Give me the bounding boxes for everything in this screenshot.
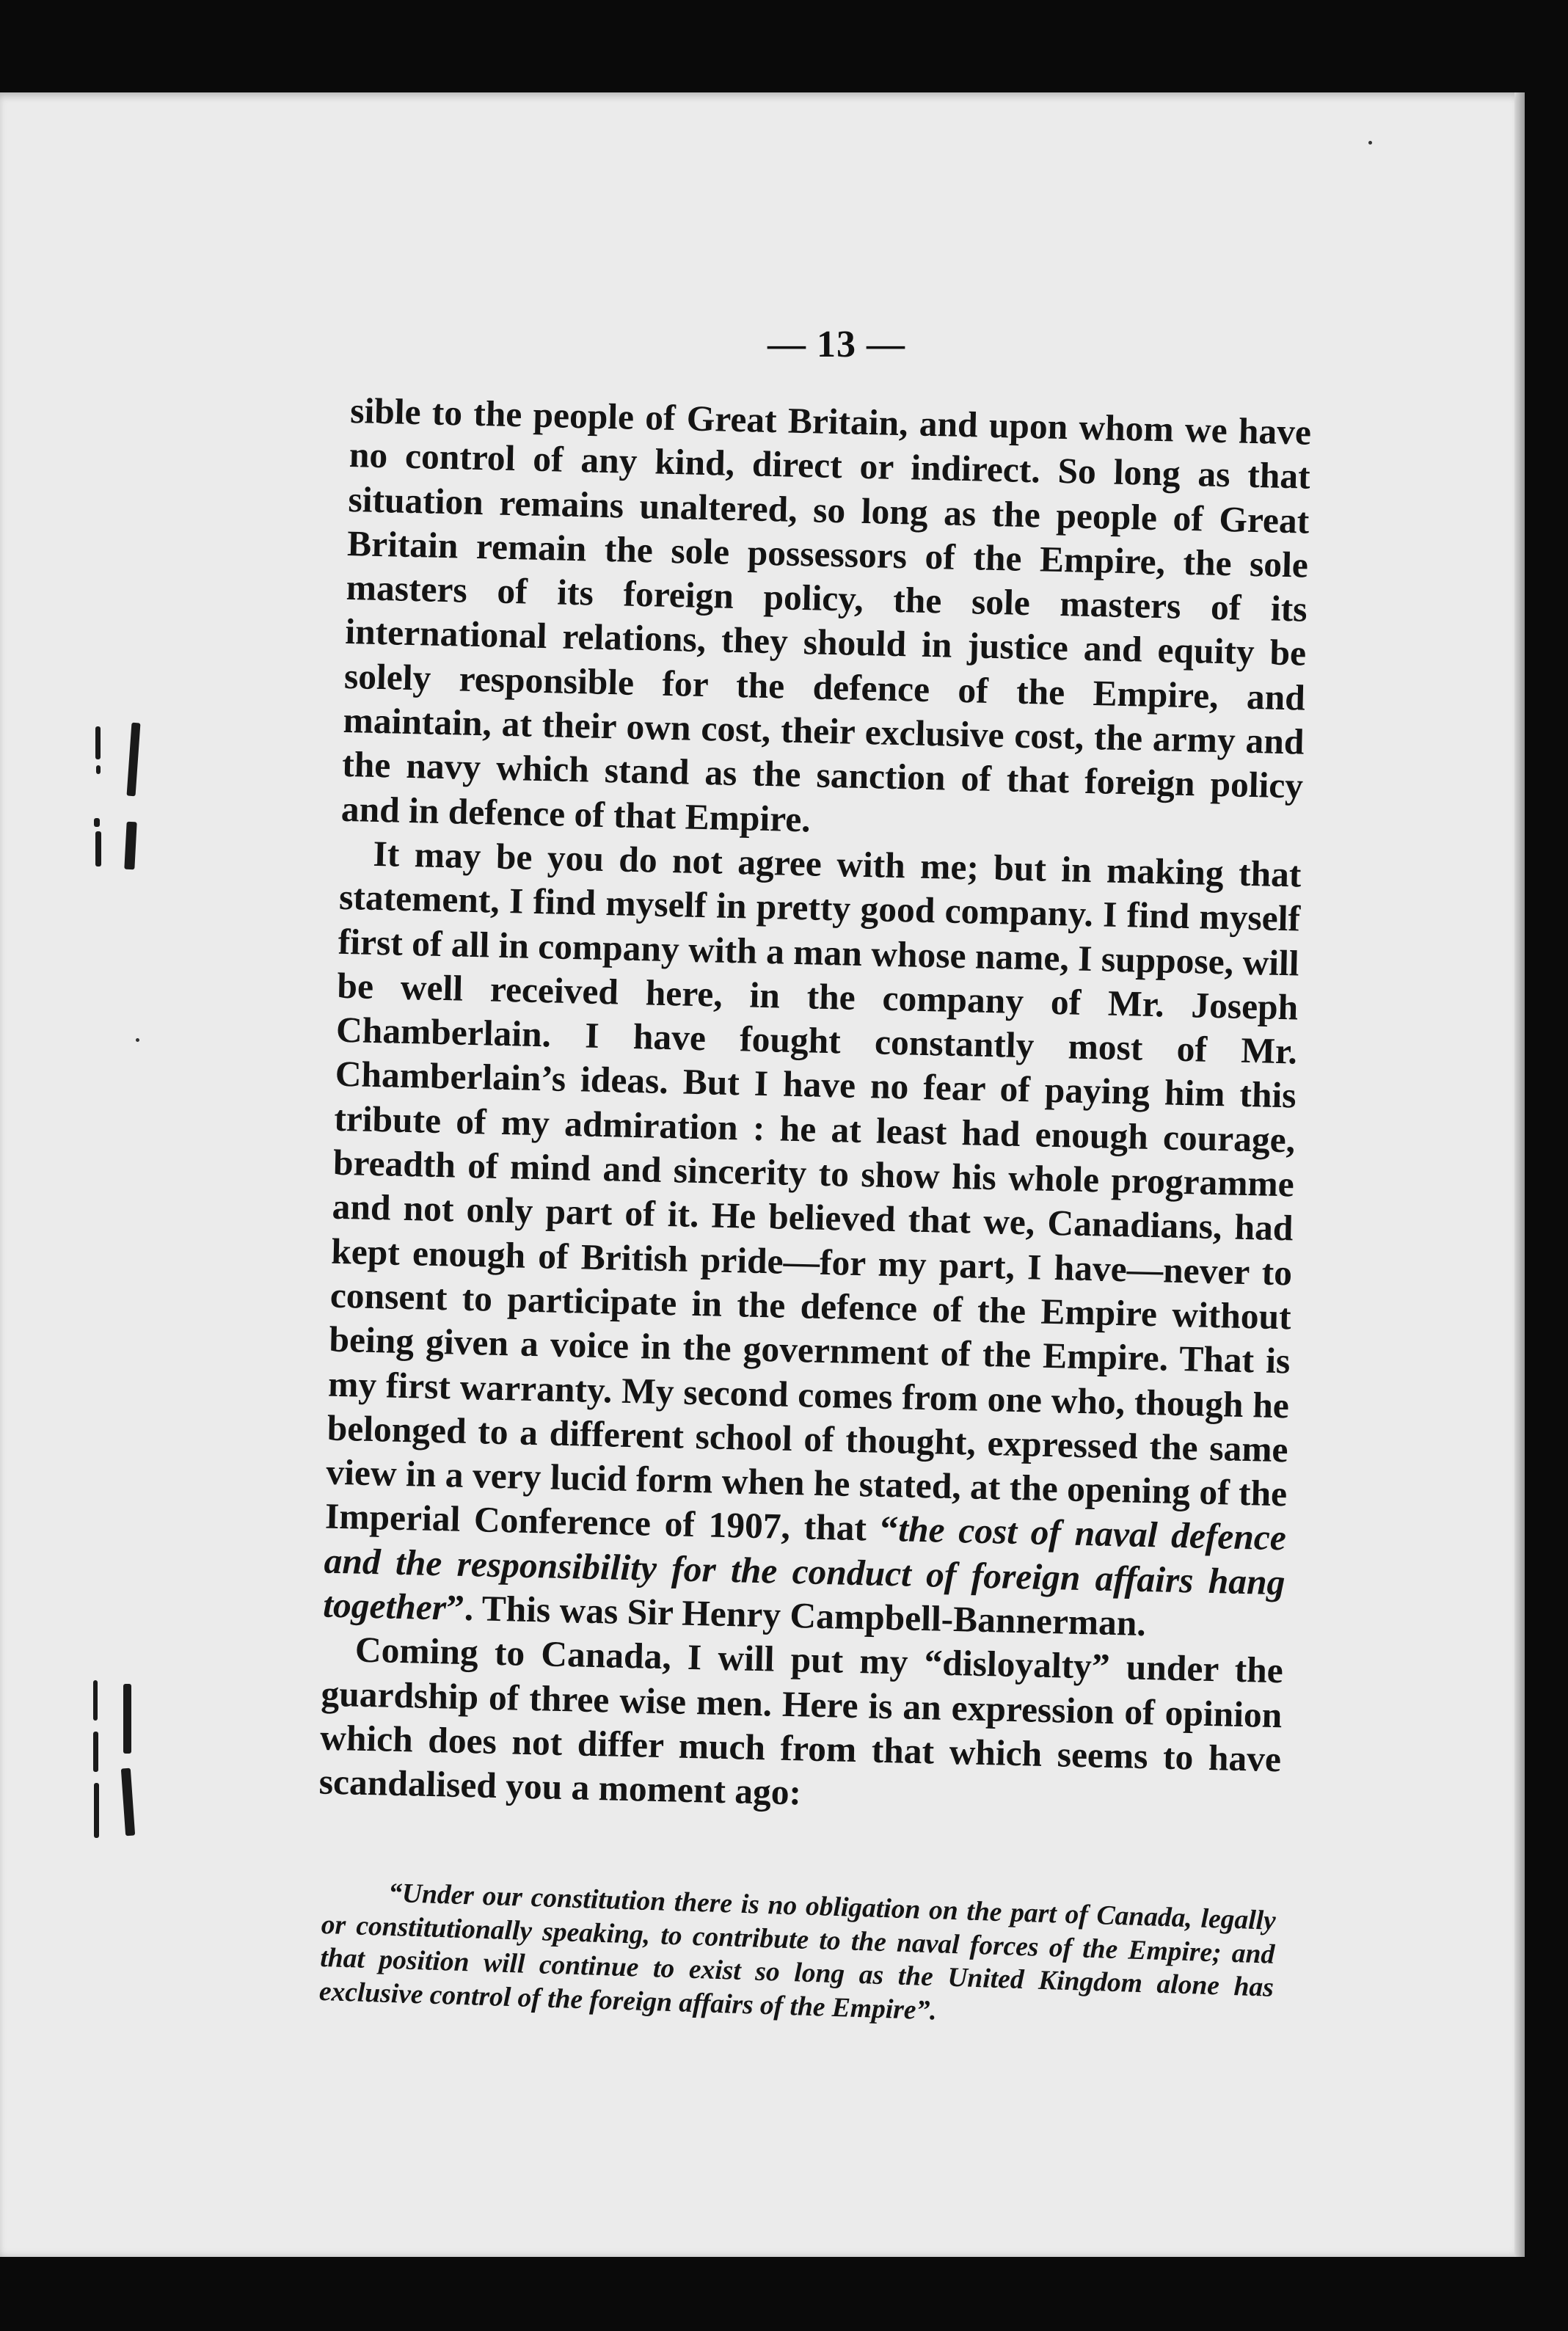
margin-binding-mark <box>95 726 101 759</box>
margin-binding-mark <box>94 1783 99 1838</box>
scan-speck <box>1368 141 1372 145</box>
body-text-run: Coming to Canada, I will put my “disloyalty” under the guardship of three wise men. Here is an expression of opinion which does not differ much from that which seems to have scandalised you a moment ago: <box>318 1629 1284 1813</box>
body-text-run: sible to the people of Great Britain, and upon whom we have no control of any kind, direct or indirect. So long as that situation remains unaltered, so long as the people of Great Britain remain the sole possessors of the Empire, the sole masters of its foreign policy, the sole masters of its international relations, they should in justice and equity be solely responsible for the defence of the Empire, and maintain, at their own cost, their exclusive cost, the army and the navy which stand as the sanction of that foreign policy and in defence of that Empire. <box>340 390 1312 840</box>
body-paragraph <box>318 1627 1283 1826</box>
body-text-run: ”. This was Sir Henry Campbell-Bannerman. <box>445 1587 1147 1644</box>
body-text-run: It may be you do not agree with me; but in making that statement, I find myself in pretty good company. I find myself first of all in company with a man whose name, I suppose, will be well received here, in the company of Mr. Joseph Chamberlain. I have fought constantly most of Mr. Chamberlain’s ideas. But I have no fear of paying him this tribute of my admiration : he at least had enough courage, breadth of mind and sincerity to show his whole programme and not only part of it. He believed that we, Canadians, had kept enough of British pride—for my part, I have—never to consent to participate in the defence of the Empire without being given a voice in the government of the Empire. That is my first warranty. My second comes from one who, though he belonged to a different school of thought, expressed the same view in a very lucid form when he stated, at the opening of the Imperial Conference of 1907, that “ <box>324 833 1302 1550</box>
margin-binding-mark <box>94 818 100 827</box>
italic-quote-run: the cost of naval defence and the responsibility for the conduct of foreign affairs hang together <box>322 1509 1287 1628</box>
scan-speck <box>136 1038 139 1042</box>
body-text <box>318 389 1311 1826</box>
page-edge-shadow <box>1514 92 1525 2257</box>
margin-binding-mark <box>93 1680 98 1721</box>
margin-binding-mark <box>93 1732 98 1772</box>
body-paragraph <box>340 389 1311 853</box>
margin-binding-mark <box>95 831 101 867</box>
quotation-text: “Under our constitution there is no obligation on the part of Canada, legally or constitutionally speaking, to contribute to the naval forces of the Empire; and that position will continue to exist so long as the United Kingdom alone has exclusive control of the foreign affairs of the Empire”. <box>318 1878 1277 2026</box>
page-number: — 13 — <box>767 324 905 365</box>
margin-binding-mark <box>96 765 101 774</box>
margin-binding-mark <box>123 1684 131 1754</box>
body-paragraph <box>323 831 1302 1649</box>
